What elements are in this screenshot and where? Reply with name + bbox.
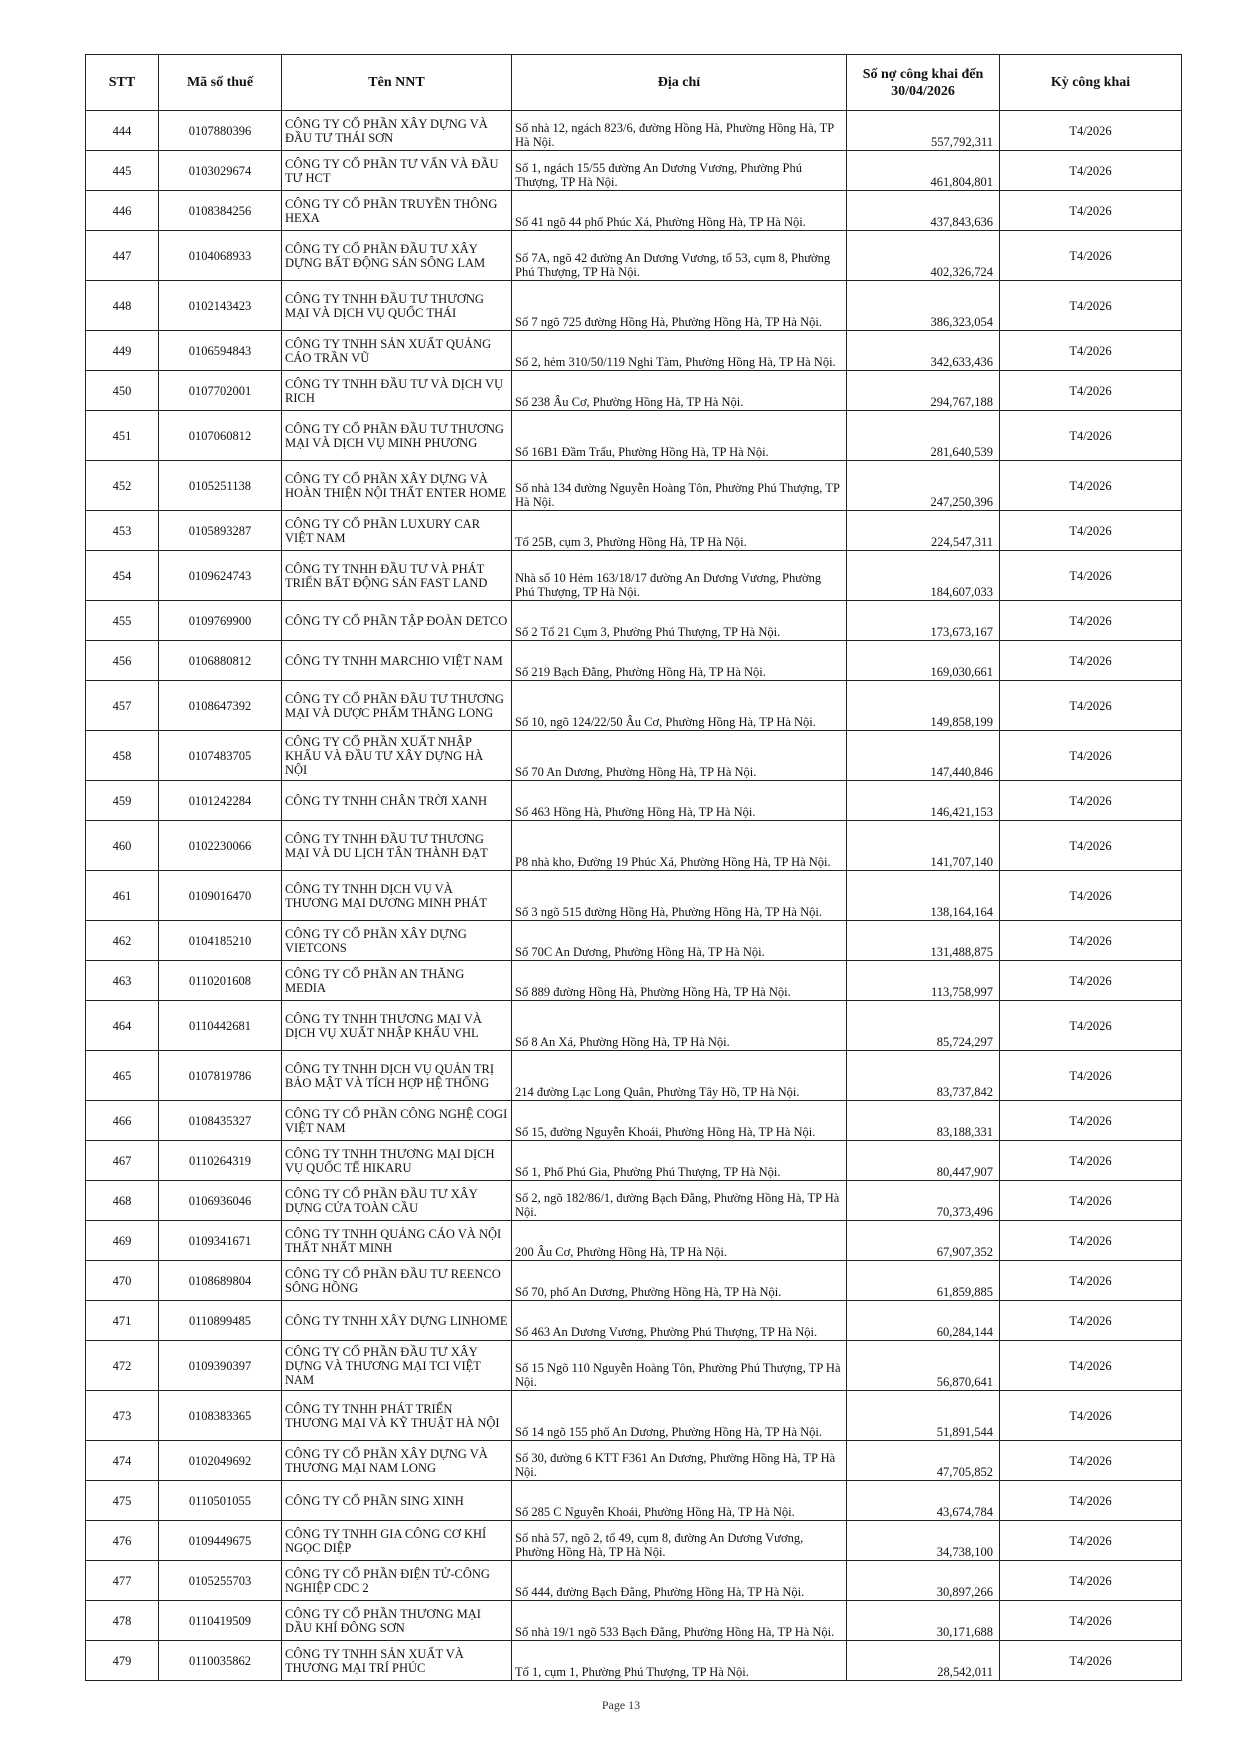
row-debt-amount: 28,542,011 xyxy=(847,1641,1000,1681)
row-debt-amount: 402,326,724 xyxy=(847,231,1000,281)
row-debt-amount: 56,870,641 xyxy=(847,1341,1000,1391)
table-row xyxy=(86,1441,1182,1481)
table-row xyxy=(86,551,1182,601)
row-period: T4/2026 xyxy=(1000,551,1182,601)
row-address: Số 8 An Xá, Phường Hồng Hà, TP Hà Nội. xyxy=(512,1001,847,1051)
row-tax-code: 0105255703 xyxy=(159,1561,282,1601)
row-address: Số 70 An Dương, Phường Hồng Hà, TP Hà Nội. xyxy=(512,731,847,781)
row-debt-amount: 70,373,496 xyxy=(847,1181,1000,1221)
table-row xyxy=(86,1561,1182,1601)
row-tax-code: 0102049692 xyxy=(159,1441,282,1481)
page-footer: Page 13 xyxy=(601,1698,641,1712)
row-stt: 463 xyxy=(86,961,159,1001)
table-row xyxy=(86,371,1182,411)
row-address: 200 Âu Cơ, Phường Hồng Hà, TP Hà Nội. xyxy=(512,1221,847,1261)
row-debt-amount: 173,673,167 xyxy=(847,601,1000,641)
row-period: T4/2026 xyxy=(1000,331,1182,371)
row-taxpayer-name: CÔNG TY CỔ PHẦN XÂY DỰNG VÀ HOÀN THIỆN NỘI THẤT ENTER HOME xyxy=(282,461,512,511)
row-debt-amount: 437,843,636 xyxy=(847,191,1000,231)
row-debt-amount: 30,171,688 xyxy=(847,1601,1000,1641)
table-row xyxy=(86,961,1182,1001)
row-tax-code: 0110035862 xyxy=(159,1641,282,1681)
table-row xyxy=(86,461,1182,511)
row-tax-code: 0110442681 xyxy=(159,1001,282,1051)
header-address: Địa chỉ xyxy=(512,55,847,111)
row-tax-code: 0108647392 xyxy=(159,681,282,731)
row-stt: 461 xyxy=(86,871,159,921)
row-tax-code: 0109390397 xyxy=(159,1341,282,1391)
row-period: T4/2026 xyxy=(1000,1051,1182,1101)
row-debt-amount: 113,758,997 xyxy=(847,961,1000,1001)
row-stt: 450 xyxy=(86,371,159,411)
row-tax-code: 0107880396 xyxy=(159,111,282,151)
row-stt: 453 xyxy=(86,511,159,551)
row-tax-code: 0105251138 xyxy=(159,461,282,511)
table-row xyxy=(86,331,1182,371)
row-tax-code: 0109341671 xyxy=(159,1221,282,1261)
row-address: Số 16B1 Đầm Trấu, Phường Hồng Hà, TP Hà Nội. xyxy=(512,411,847,461)
row-tax-code: 0110264319 xyxy=(159,1141,282,1181)
row-address: Số nhà 19/1 ngõ 533 Bạch Đằng, Phường Hồng Hà, TP Hà Nội. xyxy=(512,1601,847,1641)
table-row xyxy=(86,411,1182,461)
row-address: Số 7 ngõ 725 đường Hồng Hà, Phường Hồng Hà, TP Hà Nội. xyxy=(512,281,847,331)
row-address: Số 3 ngõ 515 đường Hồng Hà, Phường Hồng Hà, TP Hà Nội. xyxy=(512,871,847,921)
row-taxpayer-name: CÔNG TY TNHH ĐẦU TƯ THƯƠNG MẠI VÀ DU LỊCH TÂN THÀNH ĐẠT xyxy=(282,821,512,871)
table-header-row xyxy=(86,55,1182,111)
table-row xyxy=(86,231,1182,281)
row-taxpayer-name: CÔNG TY CỔ PHẦN TẬP ĐOÀN DETCO xyxy=(282,601,512,641)
row-debt-amount: 149,858,199 xyxy=(847,681,1000,731)
row-taxpayer-name: CÔNG TY CỔ PHẦN ĐẦU TƯ THƯƠNG MẠI VÀ DỊCH VỤ MINH PHƯƠNG xyxy=(282,411,512,461)
row-stt: 452 xyxy=(86,461,159,511)
row-debt-amount: 34,738,100 xyxy=(847,1521,1000,1561)
row-address: 214 đường Lạc Long Quân, Phường Tây Hồ, TP Hà Nội. xyxy=(512,1051,847,1101)
row-taxpayer-name: CÔNG TY TNHH THƯƠNG MẠI DỊCH VỤ QUỐC TẾ HIKARU xyxy=(282,1141,512,1181)
row-tax-code: 0108383365 xyxy=(159,1391,282,1441)
row-address: Số 14 ngõ 155 phố An Dương, Phường Hồng Hà, TP Hà Nội. xyxy=(512,1391,847,1441)
row-taxpayer-name: CÔNG TY CỔ PHẦN ĐẦU TƯ XÂY DỰNG BẤT ĐỘNG SẢN SÔNG LAM xyxy=(282,231,512,281)
row-debt-amount: 386,323,054 xyxy=(847,281,1000,331)
row-taxpayer-name: CÔNG TY TNHH SẢN XUẤT QUẢNG CÁO TRẦN VŨ xyxy=(282,331,512,371)
table-row xyxy=(86,601,1182,641)
row-taxpayer-name: CÔNG TY TNHH QUẢNG CÁO VÀ NỘI THẤT NHẤT MINH xyxy=(282,1221,512,1261)
row-address: Tổ 1, cụm 1, Phường Phú Thượng, TP Hà Nội. xyxy=(512,1641,847,1681)
row-tax-code: 0107819786 xyxy=(159,1051,282,1101)
row-period: T4/2026 xyxy=(1000,1301,1182,1341)
tax-debt-table xyxy=(85,54,1182,1681)
row-tax-code: 0102143423 xyxy=(159,281,282,331)
row-debt-amount: 30,897,266 xyxy=(847,1561,1000,1601)
row-stt: 473 xyxy=(86,1391,159,1441)
row-taxpayer-name: CÔNG TY TNHH ĐẦU TƯ VÀ PHÁT TRIỂN BẤT ĐỘNG SẢN FAST LAND xyxy=(282,551,512,601)
row-tax-code: 0109769900 xyxy=(159,601,282,641)
row-taxpayer-name: CÔNG TY CỔ PHẦN ĐẦU TƯ XÂY DỰNG CỬA TOÀN CẦU xyxy=(282,1181,512,1221)
table-row xyxy=(86,781,1182,821)
row-stt: 479 xyxy=(86,1641,159,1681)
row-period: T4/2026 xyxy=(1000,1481,1182,1521)
row-address: Số 463 An Dương Vương, Phường Phú Thượng, TP Hà Nội. xyxy=(512,1301,847,1341)
table-row xyxy=(86,1341,1182,1391)
row-debt-amount: 138,164,164 xyxy=(847,871,1000,921)
row-tax-code: 0108384256 xyxy=(159,191,282,231)
row-period: T4/2026 xyxy=(1000,191,1182,231)
row-period: T4/2026 xyxy=(1000,1561,1182,1601)
row-taxpayer-name: CÔNG TY CỔ PHẦN XÂY DỰNG VÀ ĐẦU TƯ THÁI SƠN xyxy=(282,111,512,151)
row-taxpayer-name: CÔNG TY CỔ PHẦN ĐẦU TƯ REENCO SÔNG HỒNG xyxy=(282,1261,512,1301)
row-period: T4/2026 xyxy=(1000,1141,1182,1181)
row-tax-code: 0110419509 xyxy=(159,1601,282,1641)
row-stt: 459 xyxy=(86,781,159,821)
row-stt: 448 xyxy=(86,281,159,331)
row-period: T4/2026 xyxy=(1000,511,1182,551)
table-row xyxy=(86,1301,1182,1341)
document-page xyxy=(85,54,1181,1681)
row-taxpayer-name: CÔNG TY TNHH CHÂN TRỜI XANH xyxy=(282,781,512,821)
row-stt: 471 xyxy=(86,1301,159,1341)
row-debt-amount: 294,767,188 xyxy=(847,371,1000,411)
row-taxpayer-name: CÔNG TY CỔ PHẦN XÂY DỰNG VIETCONS xyxy=(282,921,512,961)
row-taxpayer-name: CÔNG TY CỔ PHẦN THƯƠNG MẠI DẦU KHÍ ĐÔNG SƠN xyxy=(282,1601,512,1641)
row-taxpayer-name: CÔNG TY TNHH SẢN XUẤT VÀ THƯƠNG MẠI TRÍ PHÚC xyxy=(282,1641,512,1681)
row-tax-code: 0110501055 xyxy=(159,1481,282,1521)
row-stt: 455 xyxy=(86,601,159,641)
row-stt: 460 xyxy=(86,821,159,871)
row-tax-code: 0107702001 xyxy=(159,371,282,411)
row-debt-amount: 342,633,436 xyxy=(847,331,1000,371)
row-taxpayer-name: CÔNG TY CỔ PHẦN AN THĂNG MEDIA xyxy=(282,961,512,1001)
row-address: Số 2, ngõ 182/86/1, đường Bạch Đằng, Phường Hồng Hà, TP Hà Nội. xyxy=(512,1181,847,1221)
header-period: Kỳ công khai xyxy=(1000,55,1182,111)
row-address: Số 1, ngách 15/55 đường An Dương Vương, Phường Phú Thượng, TP Hà Nội. xyxy=(512,151,847,191)
row-period: T4/2026 xyxy=(1000,821,1182,871)
row-tax-code: 0106880812 xyxy=(159,641,282,681)
row-stt: 445 xyxy=(86,151,159,191)
row-tax-code: 0108435327 xyxy=(159,1101,282,1141)
row-debt-amount: 51,891,544 xyxy=(847,1391,1000,1441)
table-row xyxy=(86,191,1182,231)
header-taxpayer-name: Tên NNT xyxy=(282,55,512,111)
table-row xyxy=(86,641,1182,681)
row-period: T4/2026 xyxy=(1000,1221,1182,1261)
table-row xyxy=(86,1181,1182,1221)
row-tax-code: 0101242284 xyxy=(159,781,282,821)
row-stt: 477 xyxy=(86,1561,159,1601)
row-tax-code: 0103029674 xyxy=(159,151,282,191)
row-stt: 458 xyxy=(86,731,159,781)
row-address: Số 41 ngõ 44 phố Phúc Xá, Phường Hồng Hà, TP Hà Nội. xyxy=(512,191,847,231)
row-taxpayer-name: CÔNG TY TNHH DỊCH VỤ QUẢN TRỊ BẢO MẬT VÀ TÍCH HỢP HỆ THỐNG xyxy=(282,1051,512,1101)
row-address: Số 285 C Nguyễn Khoái, Phường Hồng Hà, TP Hà Nội. xyxy=(512,1481,847,1521)
row-period: T4/2026 xyxy=(1000,921,1182,961)
row-debt-amount: 141,707,140 xyxy=(847,821,1000,871)
row-stt: 476 xyxy=(86,1521,159,1561)
row-debt-amount: 184,607,033 xyxy=(847,551,1000,601)
row-taxpayer-name: CÔNG TY CỔ PHẦN TRUYỀN THÔNG HEXA xyxy=(282,191,512,231)
row-taxpayer-name: CÔNG TY TNHH PHÁT TRIỂN THƯƠNG MẠI VÀ KỸ THUẬT HÀ NỘI xyxy=(282,1391,512,1441)
row-address: Số 889 đường Hồng Hà, Phường Hồng Hà, TP Hà Nội. xyxy=(512,961,847,1001)
row-taxpayer-name: CÔNG TY CỔ PHẦN ĐẦU TƯ XÂY DỰNG VÀ THƯƠNG MẠI TCI VIỆT NAM xyxy=(282,1341,512,1391)
row-stt: 446 xyxy=(86,191,159,231)
row-address: Số 1, Phố Phú Gia, Phường Phú Thượng, TP Hà Nội. xyxy=(512,1141,847,1181)
row-period: T4/2026 xyxy=(1000,641,1182,681)
row-taxpayer-name: CÔNG TY TNHH ĐẦU TƯ VÀ DỊCH VỤ RICH xyxy=(282,371,512,411)
row-taxpayer-name: CÔNG TY CỔ PHẦN ĐIỆN TỬ-CÔNG NGHIỆP CDC 2 xyxy=(282,1561,512,1601)
table-row xyxy=(86,1261,1182,1301)
row-period: T4/2026 xyxy=(1000,461,1182,511)
row-debt-amount: 247,250,396 xyxy=(847,461,1000,511)
row-address: Số 15 Ngõ 110 Nguyễn Hoàng Tôn, Phường Phú Thượng, TP Hà Nội. xyxy=(512,1341,847,1391)
row-debt-amount: 85,724,297 xyxy=(847,1001,1000,1051)
row-debt-amount: 67,907,352 xyxy=(847,1221,1000,1261)
row-taxpayer-name: CÔNG TY TNHH GIA CÔNG CƠ KHÍ NGỌC DIỆP xyxy=(282,1521,512,1561)
row-stt: 449 xyxy=(86,331,159,371)
row-address: Số 70C An Dương, Phường Hồng Hà, TP Hà Nội. xyxy=(512,921,847,961)
row-stt: 456 xyxy=(86,641,159,681)
row-period: T4/2026 xyxy=(1000,731,1182,781)
row-taxpayer-name: CÔNG TY TNHH MARCHIO VIỆT NAM xyxy=(282,641,512,681)
row-tax-code: 0110201608 xyxy=(159,961,282,1001)
row-address: Số nhà 134 đường Nguyễn Hoàng Tôn, Phường Phú Thượng, TP Hà Nội. xyxy=(512,461,847,511)
table-row xyxy=(86,111,1182,151)
row-tax-code: 0107483705 xyxy=(159,731,282,781)
row-address: Số 219 Bạch Đằng, Phường Hồng Hà, TP Hà Nội. xyxy=(512,641,847,681)
row-taxpayer-name: CÔNG TY CỔ PHẦN ĐẦU TƯ THƯƠNG MẠI VÀ DƯỢC PHẨM THĂNG LONG xyxy=(282,681,512,731)
row-debt-amount: 147,440,846 xyxy=(847,731,1000,781)
table-row xyxy=(86,681,1182,731)
row-debt-amount: 47,705,852 xyxy=(847,1441,1000,1481)
row-tax-code: 0108689804 xyxy=(159,1261,282,1301)
row-period: T4/2026 xyxy=(1000,1641,1182,1681)
table-row xyxy=(86,1001,1182,1051)
row-period: T4/2026 xyxy=(1000,1521,1182,1561)
row-stt: 464 xyxy=(86,1001,159,1051)
row-period: T4/2026 xyxy=(1000,231,1182,281)
row-tax-code: 0104185210 xyxy=(159,921,282,961)
row-debt-amount: 281,640,539 xyxy=(847,411,1000,461)
row-tax-code: 0105893287 xyxy=(159,511,282,551)
row-taxpayer-name: CÔNG TY CỔ PHẦN XUẤT NHẬP KHẨU VÀ ĐẦU TƯ XÂY DỰNG HÀ NỘI xyxy=(282,731,512,781)
row-address: Số nhà 12, ngách 823/6, đường Hồng Hà, Phường Hồng Hà, TP Hà Nội. xyxy=(512,111,847,151)
row-address: Số nhà 57, ngõ 2, tổ 49, cụm 8, đường An Dương Vương, Phường Hồng Hà, TP Hà Nội. xyxy=(512,1521,847,1561)
row-tax-code: 0106936046 xyxy=(159,1181,282,1221)
table-row xyxy=(86,731,1182,781)
row-taxpayer-name: CÔNG TY CỔ PHẦN SING XINH xyxy=(282,1481,512,1521)
row-taxpayer-name: CÔNG TY TNHH DỊCH VỤ VÀ THƯƠNG MẠI DƯƠNG MINH PHÁT xyxy=(282,871,512,921)
row-stt: 462 xyxy=(86,921,159,961)
row-period: T4/2026 xyxy=(1000,961,1182,1001)
table-row xyxy=(86,281,1182,331)
row-taxpayer-name: CÔNG TY CỔ PHẦN LUXURY CAR VIỆT NAM xyxy=(282,511,512,551)
row-address: P8 nhà kho, Đường 19 Phúc Xá, Phường Hồng Hà, TP Hà Nội. xyxy=(512,821,847,871)
row-debt-amount: 43,674,784 xyxy=(847,1481,1000,1521)
row-address: Số 30, đường 6 KTT F361 An Dương, Phường Hồng Hà, TP Hà Nội. xyxy=(512,1441,847,1481)
header-stt: STT xyxy=(86,55,159,111)
row-address: Số 463 Hồng Hà, Phường Hồng Hà, TP Hà Nội. xyxy=(512,781,847,821)
row-period: T4/2026 xyxy=(1000,601,1182,641)
row-stt: 447 xyxy=(86,231,159,281)
row-taxpayer-name: CÔNG TY CỔ PHẦN CÔNG NGHỆ COGI VIỆT NAM xyxy=(282,1101,512,1141)
row-debt-amount: 83,737,842 xyxy=(847,1051,1000,1101)
table-row xyxy=(86,1641,1182,1681)
row-debt-amount: 83,188,331 xyxy=(847,1101,1000,1141)
row-tax-code: 0104068933 xyxy=(159,231,282,281)
row-period: T4/2026 xyxy=(1000,371,1182,411)
row-period: T4/2026 xyxy=(1000,411,1182,461)
row-debt-amount: 80,447,907 xyxy=(847,1141,1000,1181)
row-address: Số 238 Âu Cơ, Phường Hồng Hà, TP Hà Nội. xyxy=(512,371,847,411)
row-period: T4/2026 xyxy=(1000,281,1182,331)
row-address: Số 15, đường Nguyễn Khoái, Phường Hồng Hà, TP Hà Nội. xyxy=(512,1101,847,1141)
row-debt-amount: 557,792,311 xyxy=(847,111,1000,151)
row-tax-code: 0109624743 xyxy=(159,551,282,601)
row-tax-code: 0102230066 xyxy=(159,821,282,871)
row-period: T4/2026 xyxy=(1000,1001,1182,1051)
table-row xyxy=(86,1141,1182,1181)
table-row xyxy=(86,871,1182,921)
row-stt: 470 xyxy=(86,1261,159,1301)
table-row xyxy=(86,1521,1182,1561)
row-period: T4/2026 xyxy=(1000,151,1182,191)
row-stt: 472 xyxy=(86,1341,159,1391)
row-taxpayer-name: CÔNG TY CỔ PHẦN TƯ VẤN VÀ ĐẦU TƯ HCT xyxy=(282,151,512,191)
row-stt: 465 xyxy=(86,1051,159,1101)
row-tax-code: 0106594843 xyxy=(159,331,282,371)
header-debt: Số nợ công khai đến 30/04/2026 xyxy=(847,55,1000,111)
row-stt: 469 xyxy=(86,1221,159,1261)
row-stt: 475 xyxy=(86,1481,159,1521)
row-tax-code: 0109016470 xyxy=(159,871,282,921)
row-stt: 451 xyxy=(86,411,159,461)
table-row xyxy=(86,1391,1182,1441)
row-address: Số 2, hẻm 310/50/119 Nghi Tàm, Phường Hồng Hà, TP Hà Nội. xyxy=(512,331,847,371)
row-period: T4/2026 xyxy=(1000,1601,1182,1641)
row-period: T4/2026 xyxy=(1000,111,1182,151)
row-stt: 457 xyxy=(86,681,159,731)
row-stt: 468 xyxy=(86,1181,159,1221)
row-taxpayer-name: CÔNG TY TNHH THƯƠNG MẠI VÀ DỊCH VỤ XUẤT NHẬP KHẨU VHL xyxy=(282,1001,512,1051)
row-debt-amount: 461,804,801 xyxy=(847,151,1000,191)
row-address: Số 70, phố An Dương, Phường Hồng Hà, TP Hà Nội. xyxy=(512,1261,847,1301)
row-period: T4/2026 xyxy=(1000,1441,1182,1481)
row-debt-amount: 60,284,144 xyxy=(847,1301,1000,1341)
table-row xyxy=(86,1051,1182,1101)
row-taxpayer-name: CÔNG TY TNHH ĐẦU TƯ THƯƠNG MẠI VÀ DỊCH VỤ QUỐC THÁI xyxy=(282,281,512,331)
row-period: T4/2026 xyxy=(1000,1101,1182,1141)
table-row xyxy=(86,511,1182,551)
table-row xyxy=(86,821,1182,871)
row-tax-code: 0110899485 xyxy=(159,1301,282,1341)
row-tax-code: 0109449675 xyxy=(159,1521,282,1561)
row-stt: 474 xyxy=(86,1441,159,1481)
row-address: Số 10, ngõ 124/22/50 Âu Cơ, Phường Hồng Hà, TP Hà Nội. xyxy=(512,681,847,731)
row-stt: 444 xyxy=(86,111,159,151)
row-period: T4/2026 xyxy=(1000,1261,1182,1301)
row-address: Số 444, đường Bạch Đằng, Phường Hồng Hà, TP Hà Nội. xyxy=(512,1561,847,1601)
row-period: T4/2026 xyxy=(1000,1341,1182,1391)
row-period: T4/2026 xyxy=(1000,781,1182,821)
row-period: T4/2026 xyxy=(1000,1181,1182,1221)
row-address: Nhà số 10 Hẻm 163/18/17 đường An Dương Vương, Phường Phú Thượng, TP Hà Nội. xyxy=(512,551,847,601)
table-row xyxy=(86,921,1182,961)
row-address: Số 2 Tổ 21 Cụm 3, Phường Phú Thượng, TP Hà Nội. xyxy=(512,601,847,641)
header-tax-code: Mã số thuế xyxy=(159,55,282,111)
row-debt-amount: 224,547,311 xyxy=(847,511,1000,551)
row-taxpayer-name: CÔNG TY TNHH XÂY DỰNG LINHOME xyxy=(282,1301,512,1341)
row-stt: 478 xyxy=(86,1601,159,1641)
table-row xyxy=(86,1601,1182,1641)
row-address: Tổ 25B, cụm 3, Phường Hồng Hà, TP Hà Nội. xyxy=(512,511,847,551)
table-row xyxy=(86,151,1182,191)
row-stt: 466 xyxy=(86,1101,159,1141)
row-stt: 467 xyxy=(86,1141,159,1181)
table-row xyxy=(86,1221,1182,1261)
row-debt-amount: 61,859,885 xyxy=(847,1261,1000,1301)
row-address: Số 7A, ngõ 42 đường An Dương Vương, tổ 53, cụm 8, Phường Phú Thượng, TP Hà Nội. xyxy=(512,231,847,281)
row-period: T4/2026 xyxy=(1000,681,1182,731)
row-period: T4/2026 xyxy=(1000,1391,1182,1441)
row-tax-code: 0107060812 xyxy=(159,411,282,461)
row-debt-amount: 146,421,153 xyxy=(847,781,1000,821)
table-row xyxy=(86,1481,1182,1521)
row-stt: 454 xyxy=(86,551,159,601)
table-row xyxy=(86,1101,1182,1141)
row-debt-amount: 131,488,875 xyxy=(847,921,1000,961)
row-debt-amount: 169,030,661 xyxy=(847,641,1000,681)
row-taxpayer-name: CÔNG TY CỔ PHẦN XÂY DỰNG VÀ THƯƠNG MẠI NAM LONG xyxy=(282,1441,512,1481)
row-period: T4/2026 xyxy=(1000,871,1182,921)
